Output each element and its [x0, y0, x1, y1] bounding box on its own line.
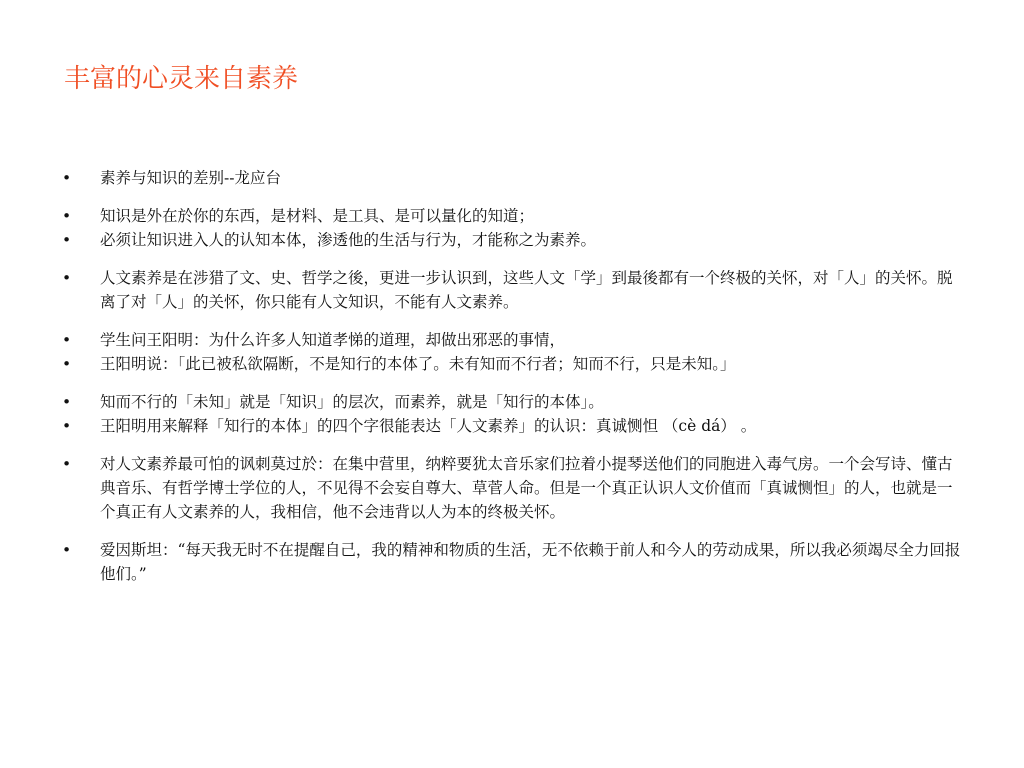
bullet-text: 必须让知识进入人的认知本体，渗透他的生活与行为，才能称之为素养。	[100, 231, 597, 249]
bullet-dot: •	[62, 393, 72, 411]
bullet-dot: •	[62, 269, 72, 287]
bullet-dot: •	[62, 169, 72, 187]
bullet-item	[62, 266, 962, 314]
bullet-dot: •	[62, 455, 72, 473]
slide-title: 丰富的心灵来自素养	[64, 64, 299, 94]
bullet-text: 人文素养是在涉猎了文、史、哲学之後，更进一步认识到，这些人文「学」到最後都有一个终极的关怀，对「人」的关怀。脱离了对「人」的关怀，你只能有人文知识，不能有人文素养。	[100, 269, 953, 311]
bullet-text: 学生问王阳明：为什么许多人知道孝悌的道理，却做出邪恶的事情，	[100, 331, 566, 349]
bullet-text: 素养与知识的差别--龙应台	[100, 169, 281, 187]
bullet-item	[62, 538, 962, 586]
bullet-text: 王阳明用来解释「知行的本体」的四个字很能表达「人文素养」的认识：真诚恻怛 （cè dá） 。	[100, 417, 757, 435]
bullet-item	[62, 166, 962, 190]
bullet-dot: •	[62, 207, 72, 225]
bullet-item	[62, 452, 962, 524]
bullet-item	[62, 414, 962, 438]
bullet-text: 知而不行的「未知」就是「知识」的层次，而素养，就是「知行的本体」。	[100, 393, 604, 411]
bullet-item	[62, 204, 962, 228]
bullet-dot: •	[62, 331, 72, 349]
bullet-dot: •	[62, 355, 72, 373]
bullet-dot: •	[62, 541, 72, 559]
bullet-item	[62, 352, 962, 376]
bullet-dot: •	[62, 417, 72, 435]
bullet-text: 对人文素养最可怕的讽刺莫过於：在集中营里，纳粹要犹太音乐家们拉着小提琴送他们的同胞进入毒气房。一个会写诗、懂古典音乐、有哲学博士学位的人，不见得不会妄自尊大、草菅人命。但是一个真正认识人文价值而「真诚恻怛」的人，也就是一个真正有人文素养的人，我相信，他不会违背以人为本的终极关怀。	[100, 455, 953, 521]
bullet-text: 知识是外在於你的东西，是材料、是工具、是可以量化的知道；	[100, 207, 535, 225]
bullet-list	[62, 166, 962, 586]
bullet-item	[62, 390, 962, 414]
bullet-item	[62, 228, 962, 252]
bullet-item	[62, 328, 962, 352]
bullet-text: 王阳明说：「此已被私欲隔断，不是知行的本体了。未有知而不行者；知而不行，只是未知。」	[100, 355, 736, 373]
bullet-text: 爱因斯坦：“每天我无时不在提醒自己，我的精神和物质的生活，无不依赖于前人和今人的劳动成果，所以我必须竭尽全力回报他们。”	[100, 541, 961, 583]
bullet-dot: •	[62, 231, 72, 249]
